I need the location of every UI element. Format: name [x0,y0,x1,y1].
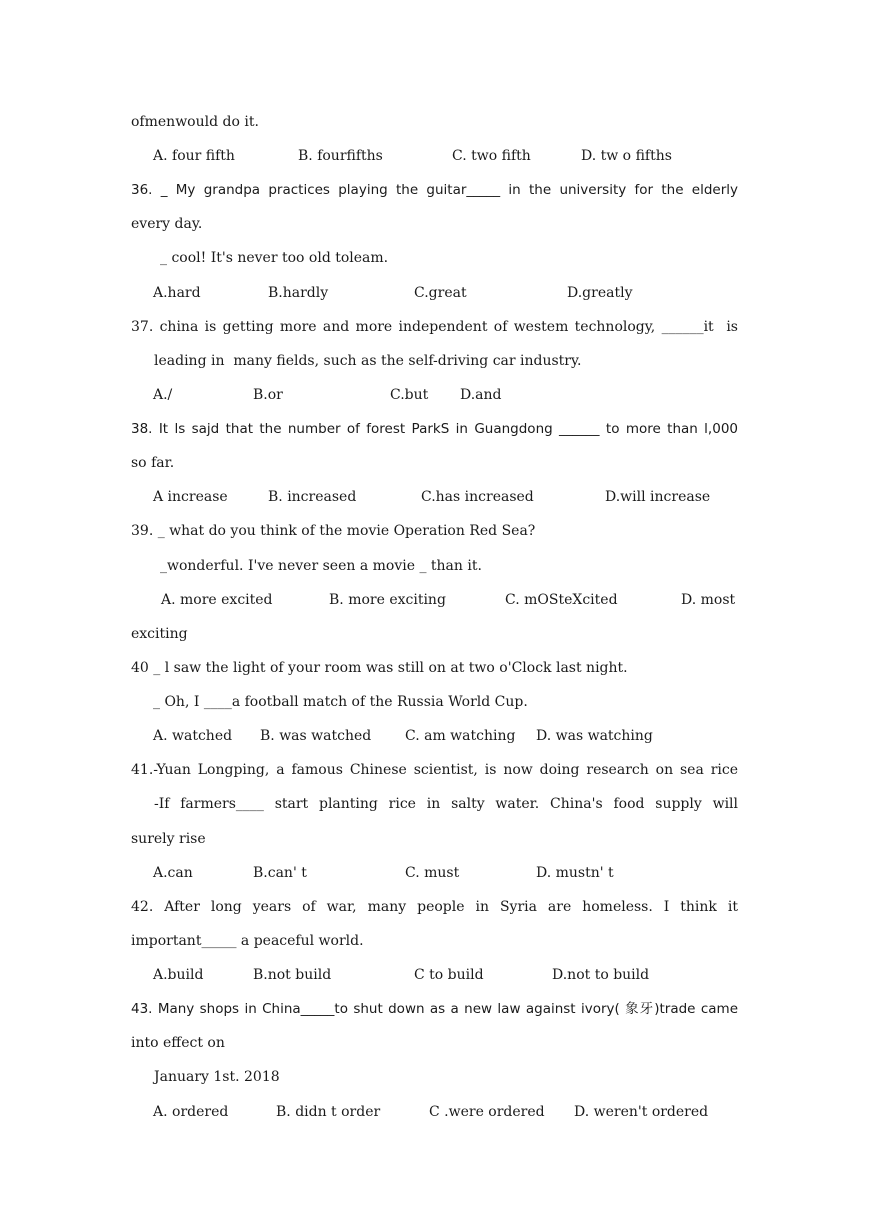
text-line: _ cool! It's never too old toleam. [160,250,389,266]
text-line: important_____ a peaceful world. [131,933,364,949]
option-d: D. mustn' t [536,865,614,881]
option-d: D. was watching [536,728,653,744]
option-a: A. more excited [161,592,273,608]
question-41: 41.-Yuan Longping, a famous Chinese scientist, is now doing research on sea rice [131,762,738,778]
option-d: D. most [681,592,736,608]
option-d: D.will increase [605,489,711,505]
question-40: 40 _ l saw the light of your room was still on at two o'Clock last night. [131,660,628,676]
option-b: B.can' t [253,865,307,881]
text-line: every day. [131,216,203,232]
option-a: A.can [153,865,193,881]
text-line: _wonderful. I've never seen a movie _ than it. [160,558,482,574]
option-a: A increase [153,489,228,505]
text-line: into effect on [131,1035,225,1051]
text-line: ofmenwould do it. [131,114,259,130]
option-c: C.but [390,387,429,403]
option-d: D.and [460,387,502,403]
option-d: D.greatly [567,285,633,301]
option-c: C.has increased [421,489,534,505]
option-a: A./ [153,387,173,403]
text-line: -If farmers____ start planting rice in salty water. China's food supply will [154,796,738,812]
option-c: C. mOSteXcited [505,592,618,608]
option-a: A.build [153,967,204,983]
option-a: A. watched [153,728,233,744]
option-a: A. ordered [153,1104,229,1120]
option-d: D. tw o fifths [581,148,672,164]
option-b: B. increased [268,489,357,505]
text-line: _ Oh, I ____a football match of the Russia World Cup. [153,694,528,710]
text-line: January 1st. 2018 [154,1069,280,1085]
option-b: B.hardly [268,285,329,301]
option-c: C.great [414,285,467,301]
option-b: B. was watched [260,728,372,744]
question-43: 43. Many shops in China_____to shut down as a new law against ivory( 象牙)trade came [131,1001,738,1017]
question-36: 36. _ My grandpa practices playing the guitar_____ in the university for the elderly [131,182,738,198]
question-37: 37. china is getting more and more independent of westem technology, ______it is [131,319,738,335]
question-38: 38. It ls sajd that the number of forest ParkS in Guangdong ______ to more than l,000 [131,421,738,437]
question-42: 42. After long years of war, many people in Syria are homeless. I think it [131,899,738,915]
option-d: D.not to build [552,967,650,983]
option-a: A.hard [153,285,201,301]
option-c: C. am watching [405,728,516,744]
text-line: exciting [131,626,188,642]
option-b: B. more exciting [329,592,446,608]
option-c: C .were ordered [429,1104,545,1120]
option-a: A. four fifth [153,148,235,164]
option-b: B.or [253,387,283,403]
option-c: C to build [414,967,484,983]
text-line: surely rise [131,831,206,847]
option-d: D. weren't ordered [574,1104,709,1120]
option-c: C. must [405,865,460,881]
option-b: B. fourfifths [298,148,383,164]
text-line: so far. [131,455,175,471]
option-b: B.not build [253,967,332,983]
option-c: C. two fifth [452,148,531,164]
text-line: leading in many fields, such as the self-driving car industry. [154,353,582,369]
question-39: 39. _ what do you think of the movie Operation Red Sea? [131,523,536,539]
option-b: B. didn t order [276,1104,381,1120]
